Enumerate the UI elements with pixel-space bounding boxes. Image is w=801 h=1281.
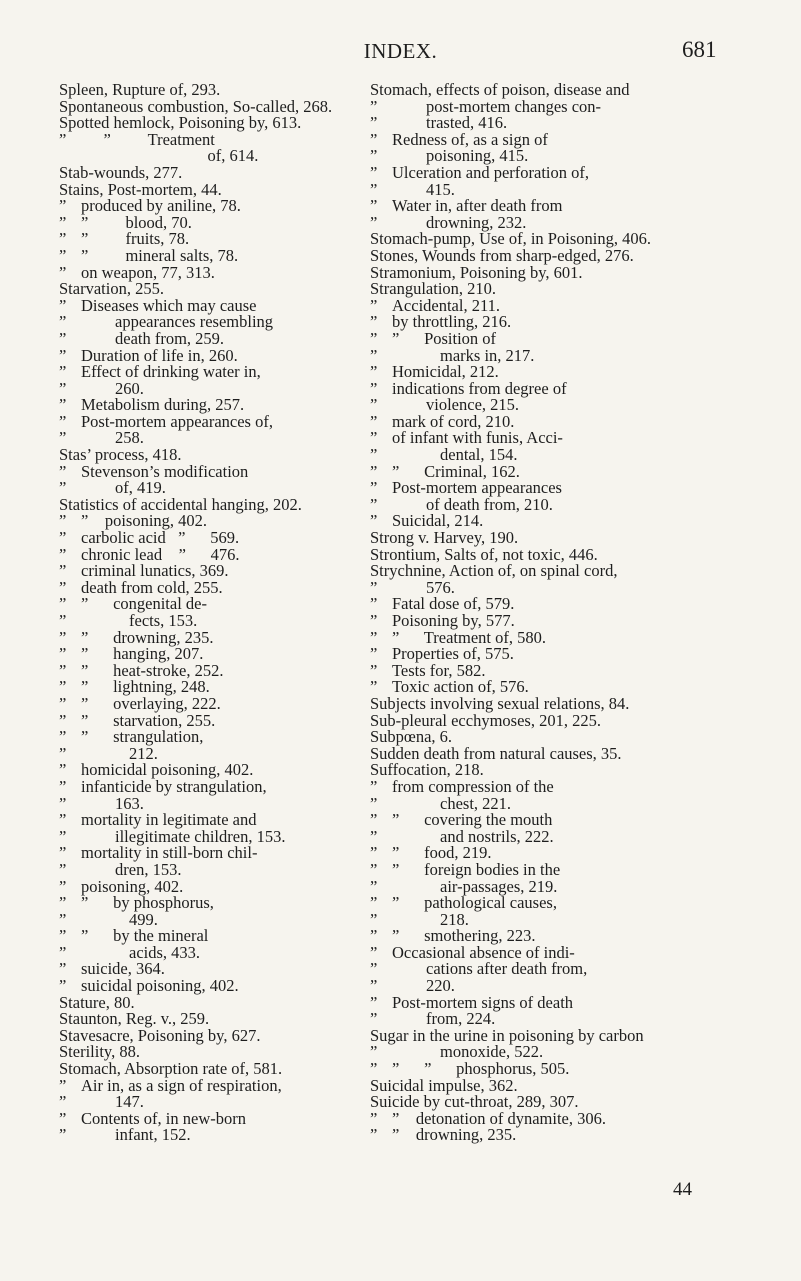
index-entry-text: Homicidal, 212. <box>392 362 499 382</box>
ditto-mark: ” <box>59 212 67 232</box>
index-entry-text: Air in, as a sign of respiration, <box>81 1075 282 1095</box>
index-entry <box>59 729 374 746</box>
ditto-mark: ” <box>370 577 378 597</box>
index-entry-text: Spotted hemlock, Poisoning by, 613. <box>59 113 302 133</box>
index-entry-text: Suicidal, 214. <box>392 511 484 531</box>
index-entry-text: 163. <box>115 793 144 813</box>
index-entry-text: and nostrils, 222. <box>440 826 554 846</box>
index-entry-text: Tests for, 582. <box>392 660 486 680</box>
ditto-mark: ” <box>370 494 378 514</box>
index-entry-text: Stones, Wounds from sharp-edged, 276. <box>370 245 634 265</box>
index-entry-text: Sub-pleural ecchymoses, 201, 225. <box>370 710 601 730</box>
index-entry <box>370 96 688 116</box>
index-entry-text: Stevenson’s modification <box>81 461 249 481</box>
index-entry-text: Fatal dose of, 579. <box>392 594 515 614</box>
index-entry-text: Metabolism during, 257. <box>81 395 245 415</box>
index-entry-text: ” drowning, 235. <box>392 1125 517 1145</box>
index-entry-text: criminal lunatics, 369. <box>81 561 229 581</box>
index-entry <box>59 1075 374 1095</box>
index-entry-text: Suicidal impulse, 362. <box>370 1075 518 1095</box>
index-entry-text: ” by phosphorus, <box>81 893 214 913</box>
index-entry-text: Stature, 80. <box>59 992 135 1012</box>
ditto-mark: ” <box>59 660 67 680</box>
index-entry <box>370 198 688 215</box>
index-entry-text: ” Criminal, 162. <box>392 461 520 481</box>
running-head: INDEX. <box>363 39 438 63</box>
index-entry-text: 220. <box>426 976 455 996</box>
index-entry-text: appearances resembling <box>115 312 274 332</box>
index-entry-text: Diseases which may cause <box>81 295 257 315</box>
ditto-mark: ” <box>370 411 378 431</box>
ditto-mark: ” <box>59 859 67 879</box>
ditto-mark: ” <box>370 362 378 382</box>
index-entry-text: Statistics of accidental hanging, 202. <box>59 494 302 514</box>
ditto-mark: ” <box>59 810 67 830</box>
ditto-mark: ” <box>59 378 67 398</box>
ditto-mark: ” <box>59 411 67 431</box>
ditto-mark: ” <box>59 976 67 996</box>
ditto-mark: ” <box>59 345 67 365</box>
ditto-mark: ” <box>370 859 378 879</box>
ditto-mark: ” <box>59 262 67 282</box>
index-entry <box>59 411 374 431</box>
index-entry-text: by throttling, 216. <box>392 312 512 332</box>
ditto-mark: ” <box>59 959 67 979</box>
ditto-mark: ” <box>59 461 67 481</box>
ditto-mark: ” <box>370 810 378 830</box>
index-entry-text: Spontaneous combustion, So-called, 268. <box>59 96 333 116</box>
ditto-mark: ” <box>370 627 378 647</box>
index-entry <box>59 859 374 879</box>
index-entry-text: Stas’ process, 418. <box>59 445 182 465</box>
index-entry-text: ” strangulation, <box>81 727 204 747</box>
index-entry-text: Stab-wounds, 277. <box>59 162 183 182</box>
index-entry-text: ” congenital de- <box>81 594 207 614</box>
index-entry-text: from, 224. <box>426 1009 496 1029</box>
index-entry-text: ” Treatment of, 580. <box>392 627 546 647</box>
index-entry-text: ” overlaying, 222. <box>81 693 221 713</box>
ditto-mark: ” <box>370 196 378 216</box>
ditto-mark: ” <box>370 312 378 332</box>
index-entry-text: violence, 215. <box>426 395 520 415</box>
index-entry-text: death from, 259. <box>115 328 225 348</box>
ditto-mark: ” <box>370 478 378 498</box>
ditto-mark: ” <box>370 146 378 166</box>
index-entry-text: poisoning, 402. <box>81 876 184 896</box>
ditto-mark: ” <box>59 710 67 730</box>
ditto-mark: ” <box>59 926 67 946</box>
index-entry-text: Stramonium, Poisoning by, 601. <box>370 262 583 282</box>
index-entry-text: 415. <box>426 179 455 199</box>
index-entry-text: Ulceration and perforation of, <box>392 162 590 182</box>
index-entry-text: Subjects involving sexual relations, 84. <box>370 693 630 713</box>
index-entry-text: ” ” Treatment <box>59 129 215 149</box>
index-entry-text: Strong v. Harvey, 190. <box>370 528 519 548</box>
index-entry-text: drowning, 232. <box>426 212 527 232</box>
index-entry <box>59 461 374 481</box>
ditto-mark: ” <box>370 461 378 481</box>
index-entry <box>370 563 688 580</box>
index-entry-text: post-mortem changes con- <box>426 96 602 116</box>
index-entry-text: Contents of, in new-born <box>81 1108 246 1128</box>
ditto-mark: ” <box>59 893 67 913</box>
ditto-mark: ” <box>370 96 378 116</box>
index-entry <box>59 776 374 796</box>
ditto-mark: ” <box>59 1092 67 1112</box>
index-entry-text: 258. <box>115 428 144 448</box>
index-entry-text: 218. <box>440 909 469 929</box>
ditto-mark: ” <box>59 826 67 846</box>
index-entry-text: Redness of, as a sign of <box>392 129 548 149</box>
index-entry-text: Properties of, 575. <box>392 644 514 664</box>
index-entry <box>370 859 688 879</box>
ditto-mark: ” <box>59 312 67 332</box>
index-entry-text: Strontium, Salts of, not toxic, 446. <box>370 544 598 564</box>
ditto-mark: ” <box>370 876 378 896</box>
index-entry-text: produced by aniline, 78. <box>81 196 241 216</box>
index-entry-text: Sterility, 88. <box>59 1042 140 1062</box>
signature-mark: 44 <box>673 1179 692 1200</box>
ditto-mark: ” <box>370 594 378 614</box>
ditto-mark: ” <box>370 295 378 315</box>
ditto-mark: ” <box>370 660 378 680</box>
ditto-mark: ” <box>370 843 378 863</box>
index-entry-text: Stomach, effects of poison, disease and <box>370 80 630 99</box>
index-entry <box>59 1127 374 1144</box>
index-entry-text: ” heat-stroke, 252. <box>81 660 224 680</box>
index-column-left <box>59 82 374 1144</box>
index-entry <box>370 776 688 796</box>
ditto-mark: ” <box>59 577 67 597</box>
ditto-mark: ” <box>59 561 67 581</box>
ditto-mark: ” <box>59 1125 67 1145</box>
ditto-mark: ” <box>59 909 67 929</box>
index-entry-text: 147. <box>115 1092 144 1112</box>
ditto-mark: ” <box>370 1125 378 1145</box>
ditto-mark: ” <box>59 594 67 614</box>
index-entry <box>59 928 374 945</box>
ditto-mark: ” <box>370 611 378 630</box>
ditto-mark: ” <box>59 478 67 498</box>
index-entry <box>59 895 374 912</box>
index-entry-text: ” ” phosphorus, 505. <box>392 1059 570 1079</box>
index-entry-text: ” poisoning, 402. <box>81 511 208 531</box>
ditto-mark: ” <box>59 793 67 813</box>
index-entry-text: death from cold, 255. <box>81 577 223 597</box>
ditto-mark: ” <box>370 162 378 182</box>
index-entry-text: chronic lead ” 476. <box>81 544 240 564</box>
index-entry-text: of death from, 210. <box>426 494 553 514</box>
ditto-mark: ” <box>370 445 378 465</box>
ditto-mark: ” <box>370 395 378 415</box>
index-entry-text: Post-mortem appearances of, <box>81 411 273 431</box>
index-entry-text: Accidental, 211. <box>392 295 500 315</box>
ditto-mark: ” <box>370 776 378 796</box>
ditto-mark: ” <box>370 1042 378 1062</box>
index-entry-text: ” fruits, 78. <box>81 229 190 249</box>
index-entry-text: on weapon, 77, 313. <box>81 262 215 282</box>
ditto-mark: ” <box>370 909 378 929</box>
index-entry <box>370 129 688 149</box>
index-entry-text: Stomach-pump, Use of, in Poisoning, 406. <box>370 229 651 249</box>
index-entry-text: Post-mortem appearances <box>392 478 562 498</box>
index-entry-text: of, 614. <box>59 146 259 166</box>
ditto-mark: ” <box>370 428 378 448</box>
ditto-mark: ” <box>59 229 67 249</box>
ditto-mark: ” <box>370 511 378 531</box>
index-entry-text: infant, 152. <box>115 1125 191 1145</box>
ditto-mark: ” <box>59 727 67 747</box>
index-column-right <box>370 82 688 1144</box>
ditto-mark: ” <box>370 1108 378 1128</box>
ditto-mark: ” <box>59 544 67 564</box>
index-entry-text: 212. <box>129 743 158 763</box>
ditto-mark: ” <box>370 826 378 846</box>
index-entry-text: Subpœna, 6. <box>370 727 453 747</box>
ditto-mark: ” <box>59 693 67 713</box>
index-entry-text: Stains, Post-mortem, 44. <box>59 179 222 199</box>
ditto-mark: ” <box>370 179 378 199</box>
index-entry-text: carbolic acid ” 569. <box>81 528 240 548</box>
ditto-mark: ” <box>370 1009 378 1029</box>
index-entry-text: Poisoning by, 577. <box>392 611 515 630</box>
index-entry-text: ” detonation of dynamite, 306. <box>392 1108 606 1128</box>
index-entry-text: suicidal poisoning, 402. <box>81 976 239 996</box>
index-entry-text: Strychnine, Action of, on spinal cord, <box>370 561 618 581</box>
index-entry-text: ” pathological causes, <box>392 893 557 913</box>
ditto-mark: ” <box>59 196 67 216</box>
ditto-mark: ” <box>370 129 378 149</box>
index-entry-text: ” starvation, 255. <box>81 710 216 730</box>
index-entry <box>370 992 688 1012</box>
ditto-mark: ” <box>370 992 378 1012</box>
ditto-mark: ” <box>59 428 67 448</box>
index-entry-text: infanticide by strangulation, <box>81 776 267 796</box>
ditto-mark: ” <box>59 245 67 265</box>
index-entry <box>59 364 374 381</box>
index-entry-text: Toxic action of, 576. <box>392 677 529 697</box>
index-entry-text: ” lightning, 248. <box>81 677 210 697</box>
ditto-mark: ” <box>59 1108 67 1128</box>
ditto-mark: ” <box>370 942 378 962</box>
index-entry-text: dren, 153. <box>115 859 182 879</box>
ditto-mark: ” <box>370 976 378 996</box>
index-entry-text: illegitimate children, 153. <box>115 826 286 846</box>
ditto-mark: ” <box>59 528 67 548</box>
ditto-mark: ” <box>370 893 378 913</box>
ditto-mark: ” <box>59 627 67 647</box>
ditto-mark: ” <box>59 677 67 697</box>
ditto-mark: ” <box>370 113 378 133</box>
index-entry-text: mortality in still-born chil- <box>81 843 258 863</box>
index-entry-text: Suffocation, 218. <box>370 760 484 780</box>
ditto-mark: ” <box>59 1075 67 1095</box>
index-entry-text: Water in, after death from <box>392 196 563 216</box>
index-entry <box>370 1127 688 1144</box>
index-entry-text: poisoning, 415. <box>426 146 529 166</box>
index-entry-text: cations after death from, <box>426 959 588 979</box>
ditto-mark: ” <box>59 362 67 382</box>
index-entry-text: Spleen, Rupture of, 293. <box>59 80 221 99</box>
index-entry-text: Strangulation, 210. <box>370 279 497 299</box>
index-entry-text: ” mineral salts, 78. <box>81 245 239 265</box>
ditto-mark: ” <box>370 959 378 979</box>
index-entry-text: air-passages, 219. <box>440 876 558 896</box>
index-entry-text: acids, 433. <box>129 942 201 962</box>
ditto-mark: ” <box>370 677 378 697</box>
index-entry-text: ” food, 219. <box>392 843 492 863</box>
index-entry-text: Stomach, Absorption rate of, 581. <box>59 1059 283 1079</box>
index-entry-text: ” hanging, 207. <box>81 644 204 664</box>
index-entry <box>370 378 688 398</box>
index-entry <box>370 961 688 978</box>
index-entry-text: monoxide, 522. <box>440 1042 544 1062</box>
ditto-mark: ” <box>370 926 378 946</box>
ditto-mark: ” <box>59 511 67 531</box>
index-entry-text: ” blood, 70. <box>81 212 192 232</box>
index-entry <box>59 596 374 613</box>
ditto-mark: ” <box>370 345 378 365</box>
index-entry-text: ” drowning, 235. <box>81 627 214 647</box>
ditto-mark: ” <box>59 295 67 315</box>
index-entry <box>59 1108 374 1128</box>
index-entry-text: Effect of drinking water in, <box>81 362 261 382</box>
ditto-mark: ” <box>370 378 378 398</box>
ditto-mark: ” <box>59 760 67 780</box>
ditto-mark: ” <box>59 395 67 415</box>
ditto-mark: ” <box>370 1059 378 1079</box>
ditto-mark: ” <box>370 644 378 664</box>
index-entry-text: ” smothering, 223. <box>392 926 536 946</box>
index-entry-text: ” Position of <box>392 328 497 348</box>
index-entry-text: ” by the mineral <box>81 926 209 946</box>
page-number: 681 <box>682 37 717 62</box>
ditto-mark: ” <box>59 942 67 962</box>
index-entry-text: 260. <box>115 378 144 398</box>
index-entry-text: Occasional absence of indi- <box>392 942 575 962</box>
ditto-mark: ” <box>59 876 67 896</box>
index-entry-text: dental, 154. <box>440 445 518 465</box>
index-entry-text: 576. <box>426 577 455 597</box>
index-entry-text: ” foreign bodies in the <box>392 859 561 879</box>
index-entry-text: Duration of life in, 260. <box>81 345 238 365</box>
index-entry <box>370 162 688 182</box>
index-entry-text: fects, 153. <box>129 611 198 630</box>
ditto-mark: ” <box>370 328 378 348</box>
index-entry-text: trasted, 416. <box>426 113 508 133</box>
index-entry-text: Sugar in the urine in poisoning by carbon <box>370 1025 644 1045</box>
index-entry-text: 499. <box>129 909 158 929</box>
ditto-mark: ” <box>59 743 67 763</box>
index-entry-text: indications from degree of <box>392 378 567 398</box>
index-entry-text: Staunton, Reg. v., 259. <box>59 1009 210 1029</box>
index-entry-text: of, 419. <box>115 478 166 498</box>
index-entry-text: from compression of the <box>392 776 554 796</box>
index-entry-text: Stavesacre, Poisoning by, 627. <box>59 1025 261 1045</box>
index-entry-text: chest, 221. <box>440 793 512 813</box>
index-entry <box>59 845 374 862</box>
index-entry-text: marks in, 217. <box>440 345 535 365</box>
ditto-mark: ” <box>59 328 67 348</box>
index-entry <box>370 895 688 912</box>
index-entry-text: ” covering the mouth <box>392 810 553 830</box>
index-entry <box>370 430 688 447</box>
ditto-mark: ” <box>370 793 378 813</box>
index-entry-text: suicide, 364. <box>81 959 165 979</box>
index-entry-text: Suicide by cut-throat, 289, 307. <box>370 1092 579 1112</box>
ditto-mark: ” <box>59 611 67 630</box>
ditto-mark: ” <box>59 644 67 664</box>
index-entry <box>370 328 688 348</box>
index-entry-text: Sudden death from natural causes, 35. <box>370 743 622 763</box>
index-entry-text: Starvation, 255. <box>59 279 164 299</box>
index-entry-text: Post-mortem signs of death <box>392 992 574 1012</box>
ditto-mark: ” <box>370 212 378 232</box>
index-entry-text: of infant with funis, Acci- <box>392 428 563 448</box>
index-entry-text: mark of cord, 210. <box>392 411 515 431</box>
ditto-mark: ” <box>59 843 67 863</box>
index-entry <box>59 328 374 348</box>
ditto-mark: ” <box>59 776 67 796</box>
index-entry-text: homicidal poisoning, 402. <box>81 760 254 780</box>
index-entry-text: mortality in legitimate and <box>81 810 257 830</box>
